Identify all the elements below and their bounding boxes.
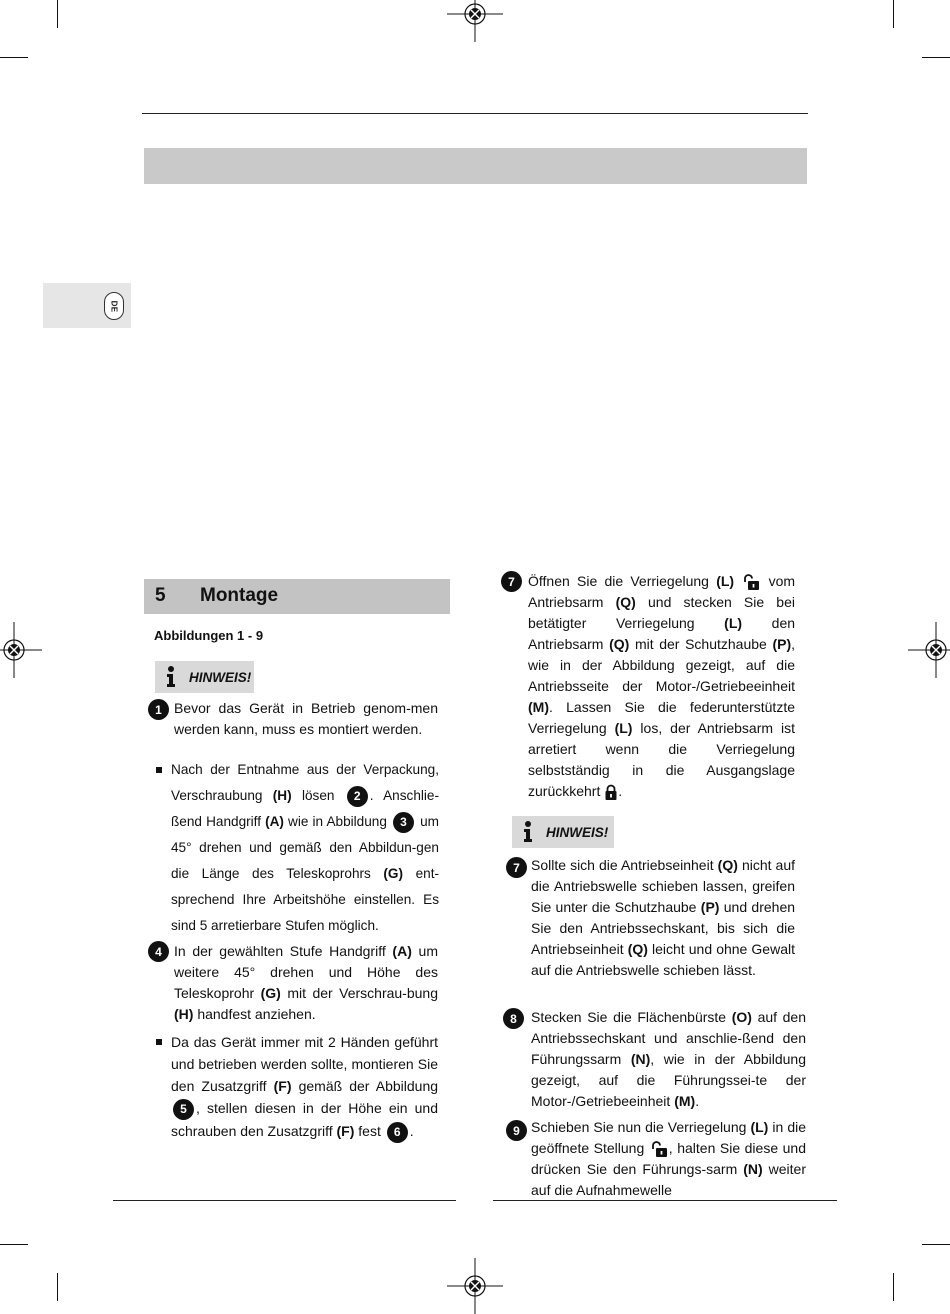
lock-open-icon [650,1141,668,1157]
note-box [512,816,614,848]
step-1-text: Bevor das Gerät in Betrieb genom-men werden kann, muss es montiert werden. [174,700,438,737]
info-icon [517,820,539,844]
bullet-2-text: Da das Gerät immer mit 2 Händen geführt und betrieben werden sollte, montieren Sie den Zusatzgriff (F) gemäß der Abbildung 5 , stellen diesen in der Höhe ein und schrauben den Zusatzgriff (F) fest 6 . [171,1031,438,1143]
header-rule [142,113,808,114]
step-badge: 9 [506,1120,527,1141]
step-8-text: Stecken Sie die Flächenbürste (O) auf den Antriebssechskant und anschlie-ßend den Führungssarm (N), wie in der Abbildung gezeigt, auf die Führungssei-te der Motor-/Getriebeeinheit (M). [531,1009,807,1109]
step-4-text: In der gewählten Stufe Handgriff (A) um weitere 45° drehen und Höhe des Teleskoprohr (G) mit der Verschrau-bung (H) handfest anziehen. [174,943,438,1022]
step-badge: 7 [506,857,527,878]
header-band [144,148,807,184]
crop-mark [922,1244,950,1245]
step-7-text: Öffnen Sie die Verriegelung (L) vom Antriebsarm (Q) und stecken Sie bei betätigter Verriegelung (L) den Antriebsarm (Q) mit der Schutzhaube (P), wie in der Abbildung gezeigt, auf die Antriebsseite der Motor-/Getriebeeinheit (M). Lassen Sie die federunterstützte Verriegelung (L) los, der Antriebsarm ist arretiert wenn die Verriegelung selbstständig in die Ausgangslage zurückkehrt . [528,573,796,799]
crop-mark [0,57,28,58]
figure-badge: 2 [347,786,368,807]
figure-badge: 3 [393,812,414,833]
crop-mark [893,0,894,28]
figure-badge: 5 [173,1099,194,1120]
section-number: 5 [155,585,166,606]
lock-closed-icon [605,784,617,800]
figures-subheading: Abbildungen 1 - 9 [154,628,264,643]
bullet-marker [156,1039,162,1045]
bullet-marker [156,767,162,773]
crop-mark [922,57,950,58]
step-badge: 1 [148,699,169,720]
footer-rule-left [113,1200,456,1201]
step-9-text: Schieben Sie nun die Verriegelung (L) in die geöffnete Stellung , halten Sie diese und drücken Sie den Führungs-sarm (N) weiter auf die Aufnahmewelle [531,1119,807,1198]
registration-mark-icon [0,622,42,678]
bullet-1-text: Nach der Entnahme aus der Verpackung, Verschraubung (H) lösen 2 . Anschlie-ßend Handgriff (A) wie in Abbildung 3 um 45° drehen und gemäß den Abbildun-gen die Länge des Teleskoprohrs (G) ent-sprechend Ihre Arbeitshöhe einstellen. Es sind 5 arretierbare Stufen möglich. [171,762,440,933]
lock-open-icon [742,574,760,590]
note-box [155,661,254,693]
crop-mark [0,1244,28,1245]
registration-mark-icon [447,1258,503,1314]
step-badge: 8 [503,1008,524,1029]
section-heading [144,579,450,614]
figure-badge: 6 [387,1122,408,1143]
note-7-text: Sollte sich die Antriebseinheit (Q) nicht auf die Antriebswelle schieben lassen, greifen Sie unter die Schutzhaube (P) und drehen Sie den Antriebssechskant, bis sich die Antriebseinheit (Q) leicht und ohne Gewalt auf die Antriebswelle schieben lässt. [531,857,796,978]
info-icon [160,665,182,689]
crop-mark [893,1273,894,1301]
crop-mark [57,1273,58,1301]
note-label: HINWEIS! [546,824,609,840]
crop-mark [57,0,58,28]
step-badge: 7 [501,571,522,592]
note-label: HINWEIS! [189,669,252,685]
footer-rule-right [493,1200,837,1201]
registration-mark-icon [447,0,503,42]
section-title: Montage [200,585,279,606]
step-badge: 4 [148,941,169,962]
language-badge [104,292,124,320]
language-label: DE [109,300,119,312]
registration-mark-icon [908,622,950,678]
